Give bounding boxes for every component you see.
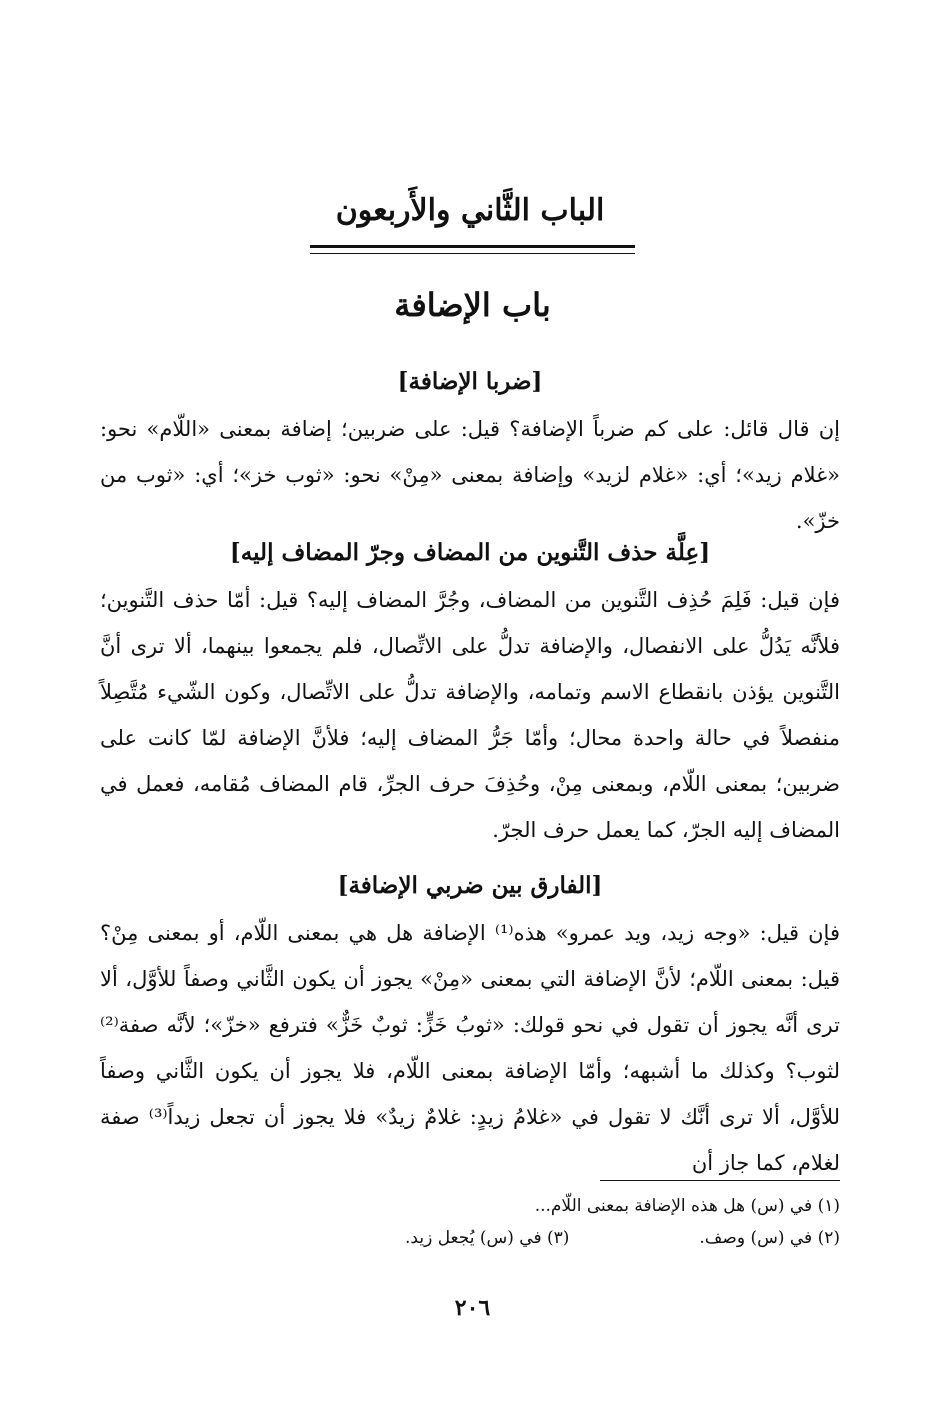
- chapter-title: الباب الثَّاني والأَربعون: [335, 193, 605, 228]
- footnote-separator: [600, 1180, 840, 1181]
- paragraph-difference-between-types: فإن قيل: «وجه زيد، ويد عمرو» هذه⁽¹⁾ الإضافة هل هي بمعنى اللّام، أو بمعنى مِنْ؟ قيل: بمعنى اللّام؛ لأنَّ الإضافة التي بمعنى «مِنْ» يجوز أن يكون الثَّاني وصفاً للأوَّل، ألا ترى أنَّه يجوز أن تقول في نحو قولك: «ثوبُ خَزٍّ: ثوبٌ خَزٌّ» فترفع «خزّ»؛ لأنَّه صفة⁽²⁾ لثوب؟ وكذلك ما أشبهه؛ وأمّا الإضافة بمعنى اللّام، فلا يجوز أن يكون الثَّاني وصفاً للأوَّل، ألا ترى أنَّك لا تقول في «غلامُ زيدٍ: غلامٌ زيدٌ» فلا يجوز أن تجعل زيداً⁽³⁾ صفة لغلام، كما جاز أن: [100, 921, 840, 1175]
- paragraph-types-of-idafa: إن قال قائل: على كم ضرباً الإضافة؟ قيل: على ضربين؛ إضافة بمعنى «اللّام» نحو: «غلام زيد»؛ أي: «غلام لزيد» وإضافة بمعنى «مِنْ» نحو: «ثوب خز»؛ أي: «ثوب من خزّ».: [100, 417, 840, 533]
- footnote-row: [100, 1222, 840, 1254]
- section-title: باب الإضافة: [394, 286, 551, 324]
- footnotes: [100, 1190, 840, 1254]
- page-number: ٢٠٦: [454, 1295, 491, 1321]
- footnote-row: [100, 1190, 840, 1222]
- footnote-1: (١) في (س) هل هذه الإضافة بمعنى اللّام...: [534, 1196, 840, 1216]
- footnote-2: (٢) في (س) وصف.: [699, 1228, 840, 1248]
- subheading-types-of-idafa: [ضربا الإضافة]: [397, 368, 543, 395]
- paragraph-reason-for-tanwin-deletion: فإن قيل: فَلِمَ حُذِف التَّنوين من المضاف، وجُرَّ المضاف إليه؟ قيل: أمّا حذف التَّنوين؛ فلأنَّه يَدُلُّ على الانفصال، والإضافة تدلُّ على الاتِّصال، فلم يجمعوا بينهما، ألا ترى أنَّ التَّنوين يؤذن بانقطاع الاسم وتمامه، والإضافة تدلُّ على الاتِّصال، وكون الشّيء مُتَّصِلاً منفصلاً في حالة واحدة محال؛ وأمّا جَرُّ المضاف إليه؛ فلأنَّ الإضافة لمّا كانت على ضربين؛ بمعنى اللّام، وبمعنى مِنْ، وحُذِفَ حرف الجرِّ، قام المضاف مُقامه، فعمل في المضاف إليه الجرّ، كما يعمل حرف الجرّ.: [100, 588, 840, 842]
- title-double-rule: [310, 245, 635, 254]
- subheading-reason-for-tanwin-deletion: [عِلَّة حذف التَّنوين من المضاف وجرّ المضاف إليه]: [229, 539, 711, 566]
- footnote-3: (٣) في (س) يُجعل زيد.: [405, 1228, 570, 1248]
- subheading-difference-between-types: [الفارق بين ضربي الإضافة]: [337, 872, 603, 899]
